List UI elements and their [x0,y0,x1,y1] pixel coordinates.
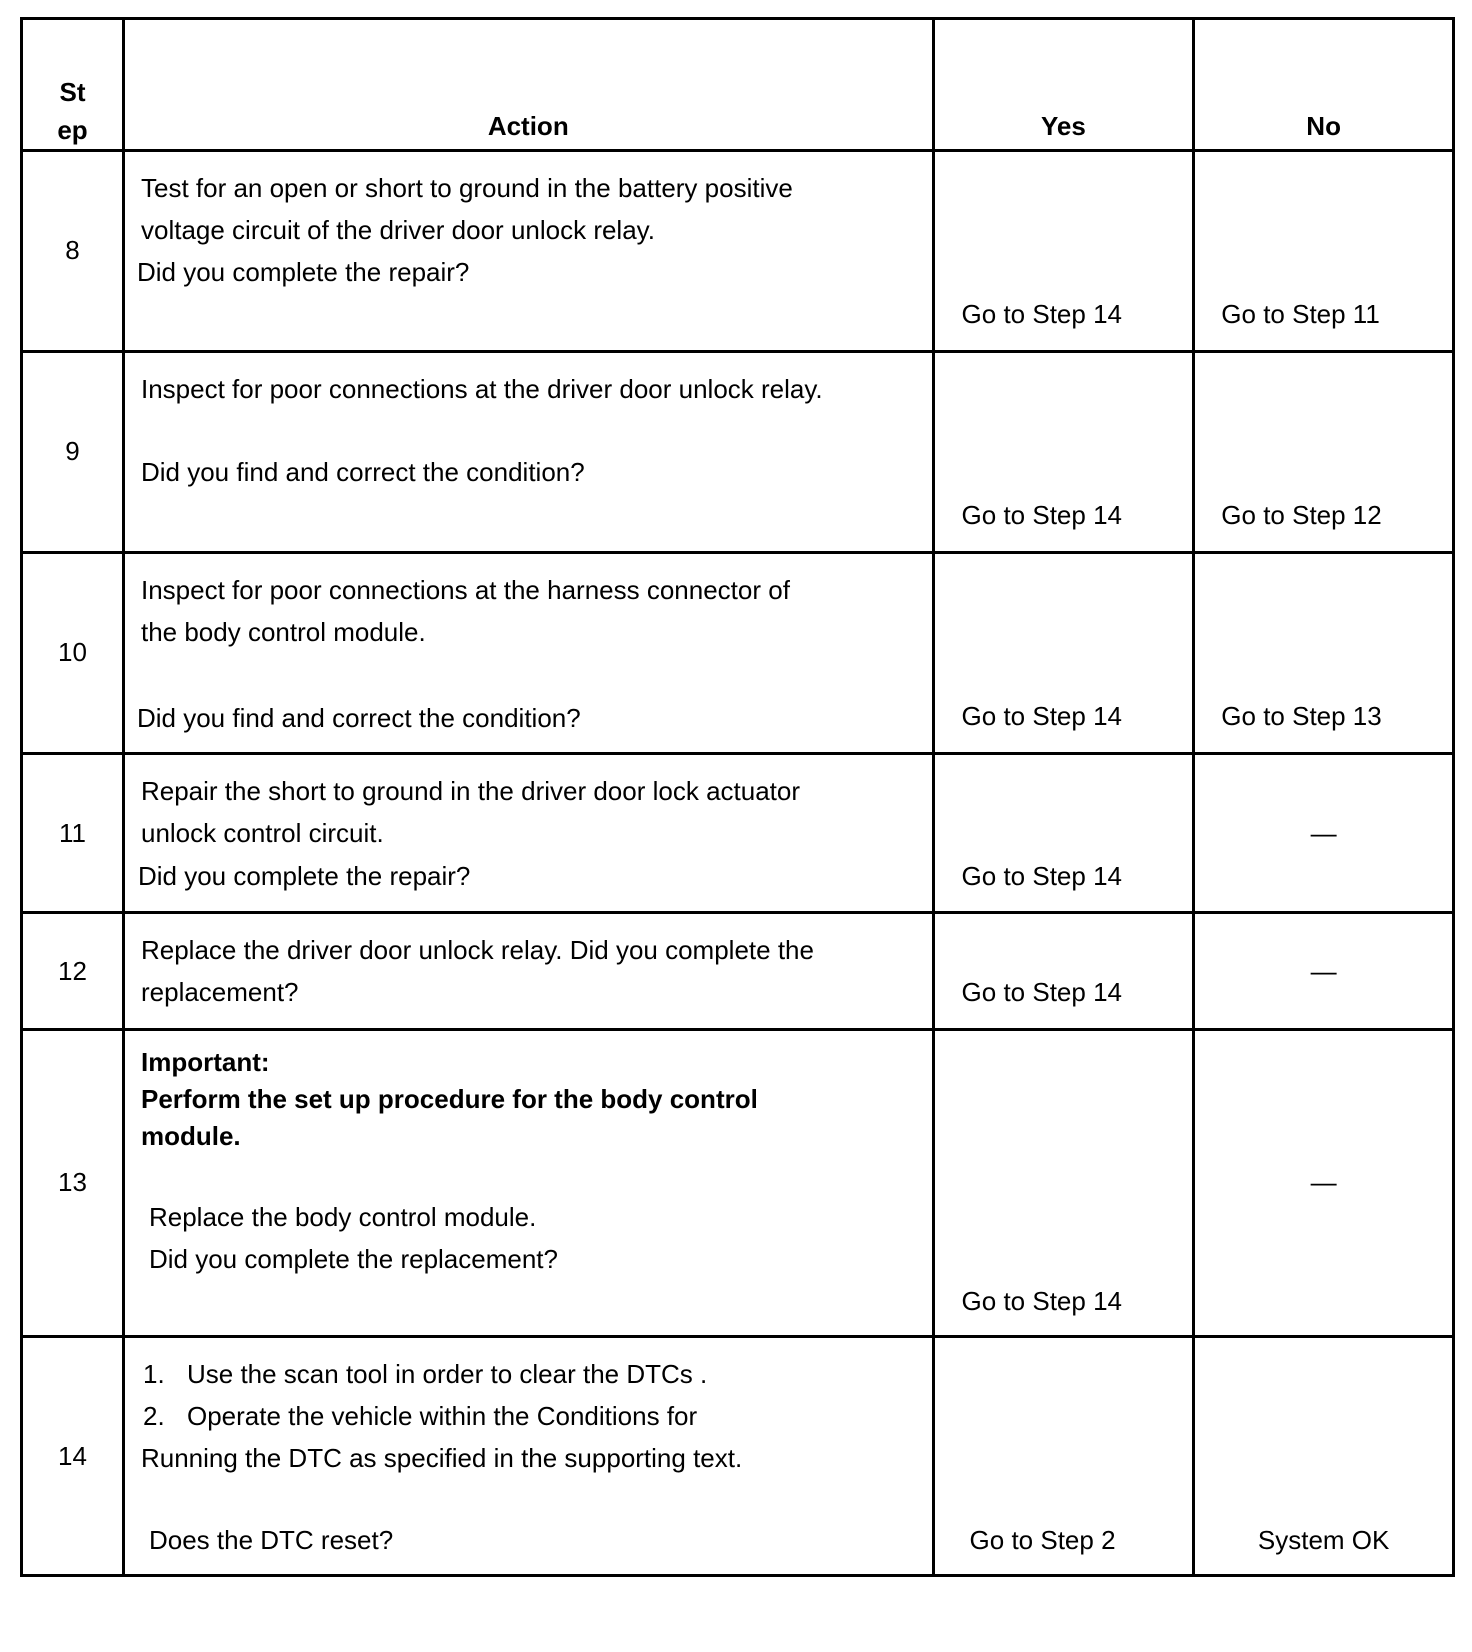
table-row [22,1030,1454,1337]
list-number: 1. [142,1359,165,1389]
no-cell: System OK [1194,1337,1454,1576]
table-row [22,754,1454,913]
header-step-line2: ep [57,115,88,145]
header-action: Action [123,19,933,151]
important-text: module. [140,1121,241,1151]
action-cell: Repair the short to ground in the driver door lock actuator unlock control circuit. Did you complete the repair? [123,754,933,913]
header-yes: Yes [933,19,1194,151]
list-item: Operate the vehicle within the Conditions for [186,1401,698,1431]
no-cell: — [1194,913,1454,1030]
action-cell: Inspect for poor connections at the driver door unlock relay. Did you find and correct the condition? [123,352,933,553]
table-row [22,553,1454,754]
list-item: Use the scan tool in order to clear the DTCs . [186,1359,708,1389]
yes-cell: Go to Step 2 [933,1337,1194,1576]
header-step-line1: St [59,77,86,107]
action-cell: Inspect for poor connections at the harness connector of the body control module. Did you find and correct the condition? [123,553,933,754]
no-cell: — [1194,1030,1454,1337]
table-row [22,352,1454,553]
important-label: Important: [140,1047,270,1077]
yes-cell: Go to Step 14 [933,754,1194,913]
step-number: 14 [22,1337,124,1576]
no-cell: Go to Step 13 [1194,553,1454,754]
step-number: 13 [22,1030,124,1337]
yes-cell: Go to Step 14 [933,1030,1194,1337]
yes-cell: Go to Step 14 [933,553,1194,754]
diagnostic-table [20,17,1455,1577]
table-row [22,151,1454,352]
yes-cell: Go to Step 14 [933,151,1194,352]
step-number: 11 [22,754,124,913]
header-row [22,19,1454,151]
list-number: 2. [142,1401,165,1431]
step-number: 10 [22,553,124,754]
header-no: No [1194,19,1454,151]
step-number: 9 [22,352,124,553]
header-step [22,19,124,151]
action-cell: Important: Perform the set up procedure for the body control module. Replace the body control module. Did you complete the replacement? [123,1030,933,1337]
yes-cell: Go to Step 14 [933,913,1194,1030]
action-cell: Replace the driver door unlock relay. Did you complete the replacement? [123,913,933,1030]
no-cell: Go to Step 12 [1194,352,1454,553]
no-cell: Go to Step 11 [1194,151,1454,352]
diagnostic-table-page [20,17,1455,1577]
table-row [22,1337,1454,1576]
action-cell: Test for an open or short to ground in the battery positive voltage circuit of the driver door unlock relay. Did you complete the repair? [123,151,933,352]
no-cell: — [1194,754,1454,913]
step-number: 8 [22,151,124,352]
action-cell: 1. Use the scan tool in order to clear the DTCs . 2. Operate the vehicle within the Conditions for Running the DTC as specified in the supporting text. Does the DTC reset? [123,1337,933,1576]
yes-cell: Go to Step 14 [933,352,1194,553]
important-text: Perform the set up procedure for the body control [140,1084,758,1114]
table-row [22,913,1454,1030]
step-number: 12 [22,913,124,1030]
